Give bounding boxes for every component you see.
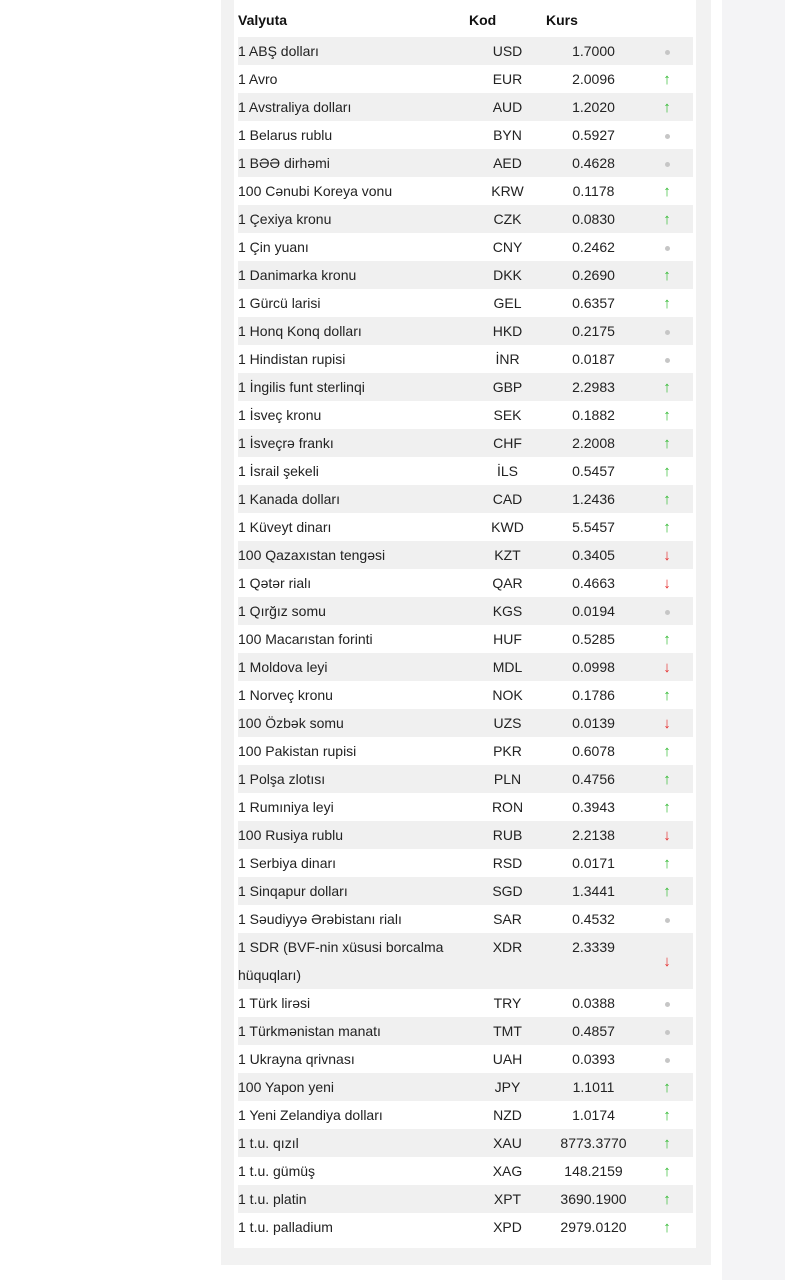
currency-code: USD — [469, 37, 546, 65]
currency-name: 1 Polşa zlotısı — [238, 765, 469, 793]
exchange-rate: 0.0171 — [572, 855, 615, 871]
arrow-up-icon: ↑ — [663, 742, 671, 760]
trend-cell — [641, 1101, 693, 1129]
trend-cell — [641, 93, 693, 121]
table-row — [238, 345, 693, 373]
trend-cell — [641, 849, 693, 877]
currency-code: PLN — [469, 765, 546, 793]
currency-name: 1 Qırğız somu — [238, 597, 469, 625]
trend-cell — [641, 653, 693, 681]
currency-code: NOK — [492, 687, 523, 703]
arrow-up-icon: ↑ — [663, 70, 671, 88]
exchange-rate: 0.1882 — [572, 407, 615, 423]
trend-cell — [641, 737, 693, 765]
arrow-up-icon: ↑ — [663, 490, 671, 508]
trend-cell — [641, 821, 693, 849]
currency-code: XAU — [469, 1129, 546, 1157]
table-row — [238, 65, 693, 93]
currency-name: 1 Çin yuanı — [238, 239, 309, 255]
arrow-up-icon: ↑ — [663, 882, 671, 900]
exchange-rate: 2.0096 — [572, 71, 615, 87]
table-row — [238, 93, 693, 121]
table-row — [238, 933, 693, 989]
exchange-rate: 0.5927 — [572, 127, 615, 143]
currency-name: 1 t.u. palladium — [238, 1219, 333, 1235]
table-row — [238, 1073, 693, 1101]
currency-name: 1 Avstraliya dolları — [238, 93, 469, 121]
trend-cell — [641, 373, 693, 401]
arrow-down-icon: ↓ — [663, 546, 671, 564]
currency-code: AED — [469, 149, 546, 177]
trend-cell — [641, 345, 693, 373]
table-row — [238, 121, 693, 149]
exchange-rate: 0.4532 — [572, 911, 615, 927]
trend-cell — [641, 989, 693, 1017]
table-row — [238, 1129, 693, 1157]
exchange-rate: 0.3405 — [546, 541, 641, 569]
trend-cell — [641, 205, 693, 233]
currency-code: XDR — [469, 933, 546, 989]
trend-cell — [641, 905, 693, 933]
exchange-rate: 1.0174 — [572, 1107, 615, 1123]
trend-cell — [641, 121, 693, 149]
currency-code: RON — [491, 799, 524, 815]
currency-name: 1 Kanada dolları — [238, 485, 469, 513]
table-row — [238, 541, 693, 569]
currency-name: 1 İsveç kronu — [238, 407, 322, 423]
arrow-up-icon: ↑ — [663, 294, 671, 312]
arrow-down-icon: ↓ — [663, 574, 671, 592]
currency-name: 1 Rumıniya leyi — [238, 799, 334, 815]
trend-cell — [641, 877, 693, 905]
table-row — [238, 1101, 693, 1129]
arrow-up-icon: ↑ — [663, 98, 671, 116]
currency-name: 1 t.u. gümüş — [238, 1163, 316, 1179]
arrow-up-icon: ↑ — [663, 406, 671, 424]
table-row — [238, 177, 693, 205]
exchange-rate: 1.7000 — [546, 37, 641, 65]
currency-name: 1 Qətər rialı — [238, 575, 312, 591]
trend-cell — [641, 457, 693, 485]
currency-code: RSD — [492, 855, 523, 871]
trend-cell — [641, 1185, 693, 1213]
exchange-rate: 0.5285 — [572, 631, 615, 647]
currency-name: 1 Hindistan rupisi — [238, 351, 346, 367]
arrow-up-icon: ↑ — [663, 686, 671, 704]
arrow-up-icon: ↑ — [663, 798, 671, 816]
trend-cell — [641, 1213, 693, 1241]
table-row — [238, 1045, 693, 1073]
exchange-rate: 0.4756 — [546, 765, 641, 793]
trend-cell — [641, 569, 693, 597]
exchange-rates-table — [238, 2, 693, 1241]
exchange-rate: 1.2436 — [546, 485, 641, 513]
trend-cell — [641, 793, 693, 821]
dot-icon — [665, 1030, 670, 1035]
trend-cell — [641, 625, 693, 653]
arrow-up-icon: ↑ — [663, 770, 671, 788]
exchange-rate: 0.0998 — [546, 653, 641, 681]
currency-code: KRW — [491, 183, 524, 199]
currency-code: AUD — [469, 93, 546, 121]
exchange-rate: 1.1011 — [546, 1073, 641, 1101]
currency-name: 1 Ukrayna qrivnası — [238, 1051, 355, 1067]
header-currency: Valyuta — [238, 11, 288, 28]
exchange-rate: 0.1178 — [572, 183, 615, 199]
exchange-rate: 0.4857 — [546, 1017, 641, 1045]
arrow-up-icon: ↑ — [663, 182, 671, 200]
currency-code: NZD — [493, 1107, 522, 1123]
arrow-up-icon: ↑ — [663, 434, 671, 452]
currency-name: 1 Moldova leyi — [238, 653, 469, 681]
exchange-rate: 0.0139 — [546, 709, 641, 737]
exchange-rate: 0.4663 — [572, 575, 615, 591]
currency-name: 1 Serbiya dinarı — [238, 855, 337, 871]
currency-name: 1 Türkmənistan manatı — [238, 1017, 469, 1045]
currency-name: 1 Sinqapur dolları — [238, 877, 469, 905]
currency-name: 100 Pakistan rupisi — [238, 743, 357, 759]
table-row — [238, 1017, 693, 1045]
trend-cell — [641, 1129, 693, 1157]
exchange-rate: 0.2690 — [546, 261, 641, 289]
table-row — [238, 261, 693, 289]
table-row — [238, 877, 693, 905]
currency-code: CZK — [469, 205, 546, 233]
arrow-down-icon: ↓ — [663, 952, 671, 970]
trend-cell — [641, 1157, 693, 1185]
exchange-rate: 2.2983 — [546, 373, 641, 401]
table-row — [238, 149, 693, 177]
table-row — [238, 709, 693, 737]
exchange-rate: 2979.0120 — [560, 1219, 627, 1235]
exchange-rate: 0.0388 — [572, 995, 615, 1011]
trend-cell — [641, 177, 693, 205]
trend-cell — [641, 765, 693, 793]
currency-name: 1 t.u. platin — [238, 1185, 469, 1213]
trend-cell — [641, 401, 693, 429]
currency-name: 1 İngilis funt sterlinqi — [238, 373, 469, 401]
currency-code: SGD — [469, 877, 546, 905]
exchange-rate: 0.1786 — [572, 687, 615, 703]
table-row — [238, 653, 693, 681]
dot-icon — [665, 1058, 670, 1063]
currency-code: GEL — [493, 295, 522, 311]
trend-cell — [641, 261, 693, 289]
currency-name: 100 Rusiya rublu — [238, 821, 469, 849]
currency-code: SAR — [493, 911, 522, 927]
currency-name: 100 Özbək somu — [238, 709, 469, 737]
right-gutter — [722, 0, 785, 1280]
exchange-rate: 0.2462 — [572, 239, 615, 255]
currency-code: SEK — [493, 407, 522, 423]
currency-code: XPT — [469, 1185, 546, 1213]
table-row — [238, 905, 693, 933]
table-row — [238, 625, 693, 653]
currency-name: 100 Yapon yeni — [238, 1073, 469, 1101]
currency-code: TRY — [493, 995, 522, 1011]
currency-name: 1 İsrail şekeli — [238, 463, 319, 479]
trend-cell — [641, 429, 693, 457]
arrow-up-icon: ↑ — [663, 1078, 671, 1096]
table-row — [238, 765, 693, 793]
table-row — [238, 513, 693, 541]
currency-code: UAH — [492, 1051, 523, 1067]
table-row — [238, 681, 693, 709]
currency-code: UZS — [469, 709, 546, 737]
currency-code: KZT — [469, 541, 546, 569]
exchange-rate: 0.0194 — [546, 597, 641, 625]
header-rate: Kurs — [546, 11, 578, 28]
table-row — [238, 233, 693, 261]
exchange-rate: 8773.3770 — [546, 1129, 641, 1157]
currency-code: EUR — [492, 71, 523, 87]
currency-name: 100 Macarıstan forinti — [238, 631, 373, 647]
arrow-up-icon: ↑ — [663, 854, 671, 872]
table-row — [238, 1185, 693, 1213]
currency-code: İLS — [496, 463, 518, 479]
currency-code: PKR — [493, 743, 522, 759]
trend-cell — [641, 541, 693, 569]
trend-cell — [641, 513, 693, 541]
dot-icon — [665, 610, 670, 615]
currency-name: 1 BƏƏ dirhəmi — [238, 149, 469, 177]
table-row — [238, 401, 693, 429]
table-row — [238, 485, 693, 513]
currency-name: 1 SDR (BVF-nin xüsusi borcalma hüquqları) — [238, 933, 469, 989]
trend-cell — [641, 149, 693, 177]
exchange-rate: 0.0187 — [572, 351, 615, 367]
table-row — [238, 793, 693, 821]
currency-code: KGS — [469, 597, 546, 625]
trend-cell — [641, 1045, 693, 1073]
arrow-up-icon: ↑ — [663, 518, 671, 536]
dot-icon — [665, 358, 670, 363]
table-row — [238, 205, 693, 233]
table-row — [238, 457, 693, 485]
trend-cell — [641, 933, 693, 989]
table-header-row — [238, 2, 693, 37]
table-row — [238, 373, 693, 401]
currency-code: İNR — [495, 351, 520, 367]
table-row — [238, 597, 693, 625]
header-code: Kod — [469, 11, 497, 28]
arrow-up-icon: ↑ — [663, 1190, 671, 1208]
table-row — [238, 989, 693, 1017]
arrow-up-icon: ↑ — [663, 1134, 671, 1152]
exchange-rate: 1.3441 — [546, 877, 641, 905]
currency-code: CAD — [469, 485, 546, 513]
currency-code: MDL — [469, 653, 546, 681]
arrow-up-icon: ↑ — [663, 630, 671, 648]
currency-code: QAR — [492, 575, 523, 591]
dot-icon — [665, 1002, 670, 1007]
currency-name: 1 Norveç kronu — [238, 687, 333, 703]
arrow-down-icon: ↓ — [663, 826, 671, 844]
currency-code: HKD — [469, 317, 546, 345]
table-row — [238, 37, 693, 65]
table-row — [238, 429, 693, 457]
currency-code: XPD — [493, 1219, 522, 1235]
currency-name: 1 ABŞ dolları — [238, 37, 469, 65]
currency-name: 100 Qazaxıstan tengəsi — [238, 541, 469, 569]
exchange-rate: 0.6357 — [572, 295, 615, 311]
trend-cell — [641, 317, 693, 345]
exchange-rate: 0.5457 — [572, 463, 615, 479]
exchange-rate: 2.2008 — [546, 429, 641, 457]
dot-icon — [665, 330, 670, 335]
exchange-rate: 3690.1900 — [546, 1185, 641, 1213]
exchange-rate: 148.2159 — [564, 1163, 623, 1179]
table-row — [238, 569, 693, 597]
currency-code: XAG — [492, 1163, 523, 1179]
currency-name: 1 Küveyt dinarı — [238, 519, 332, 535]
currency-code: CNY — [492, 239, 523, 255]
currency-name: 1 Avro — [238, 71, 278, 87]
table-row — [238, 289, 693, 317]
currency-name: 100 Cənubi Koreya vonu — [238, 183, 393, 199]
dot-icon — [665, 50, 670, 55]
exchange-rate: 5.5457 — [572, 519, 615, 535]
currency-name: 1 t.u. qızıl — [238, 1129, 469, 1157]
exchange-rate: 0.6078 — [572, 743, 615, 759]
table-row — [238, 821, 693, 849]
header-trend — [641, 2, 693, 37]
arrow-up-icon: ↑ — [663, 1162, 671, 1180]
dot-icon — [665, 246, 670, 251]
currency-name: 1 İsveçrə frankı — [238, 429, 469, 457]
dot-icon — [665, 918, 670, 923]
arrow-down-icon: ↓ — [663, 714, 671, 732]
arrow-up-icon: ↑ — [663, 266, 671, 284]
arrow-up-icon: ↑ — [663, 378, 671, 396]
currency-name: 1 Danimarka kronu — [238, 261, 469, 289]
trend-cell — [641, 37, 693, 65]
exchange-rate: 2.3339 — [546, 933, 641, 989]
arrow-up-icon: ↑ — [663, 1106, 671, 1124]
currency-name: 1 Səudiyyə Ərəbistanı rialı — [238, 911, 402, 927]
trend-cell — [641, 1073, 693, 1101]
table-row — [238, 1213, 693, 1241]
trend-cell — [641, 597, 693, 625]
currency-name: 1 Yeni Zelandiya dolları — [238, 1107, 383, 1123]
currency-code: JPY — [469, 1073, 546, 1101]
arrow-up-icon: ↑ — [663, 462, 671, 480]
trend-cell — [641, 1017, 693, 1045]
trend-cell — [641, 289, 693, 317]
currency-code: BYN — [493, 127, 522, 143]
exchange-rate: 0.4628 — [546, 149, 641, 177]
dot-icon — [665, 162, 670, 167]
table-row — [238, 1157, 693, 1185]
table-body — [238, 37, 693, 1241]
currency-name: 1 Honq Konq dolları — [238, 317, 469, 345]
currency-code: HUF — [493, 631, 522, 647]
exchange-rate: 0.3943 — [572, 799, 615, 815]
trend-cell — [641, 709, 693, 737]
currency-code: DKK — [469, 261, 546, 289]
exchange-rate: 0.0830 — [546, 205, 641, 233]
currency-name: 1 Belarus rublu — [238, 127, 333, 143]
exchange-rate: 1.2020 — [546, 93, 641, 121]
arrow-down-icon: ↓ — [663, 658, 671, 676]
trend-cell — [641, 485, 693, 513]
trend-cell — [641, 233, 693, 261]
currency-name: 1 Çexiya kronu — [238, 205, 469, 233]
exchange-rate: 2.2138 — [546, 821, 641, 849]
currency-code: KWD — [491, 519, 524, 535]
exchange-rate: 0.0393 — [572, 1051, 615, 1067]
exchange-rate: 0.2175 — [546, 317, 641, 345]
arrow-up-icon: ↑ — [663, 1218, 671, 1236]
currency-name: 1 Gürcü larisi — [238, 295, 321, 311]
table-row — [238, 849, 693, 877]
table-row — [238, 737, 693, 765]
currency-code: RUB — [469, 821, 546, 849]
arrow-up-icon: ↑ — [663, 210, 671, 228]
table-row — [238, 317, 693, 345]
currency-code: CHF — [469, 429, 546, 457]
trend-cell — [641, 65, 693, 93]
trend-cell — [641, 681, 693, 709]
currency-name: 1 Türk lirəsi — [238, 995, 311, 1011]
currency-code: TMT — [469, 1017, 546, 1045]
currency-code: GBP — [469, 373, 546, 401]
dot-icon — [665, 134, 670, 139]
